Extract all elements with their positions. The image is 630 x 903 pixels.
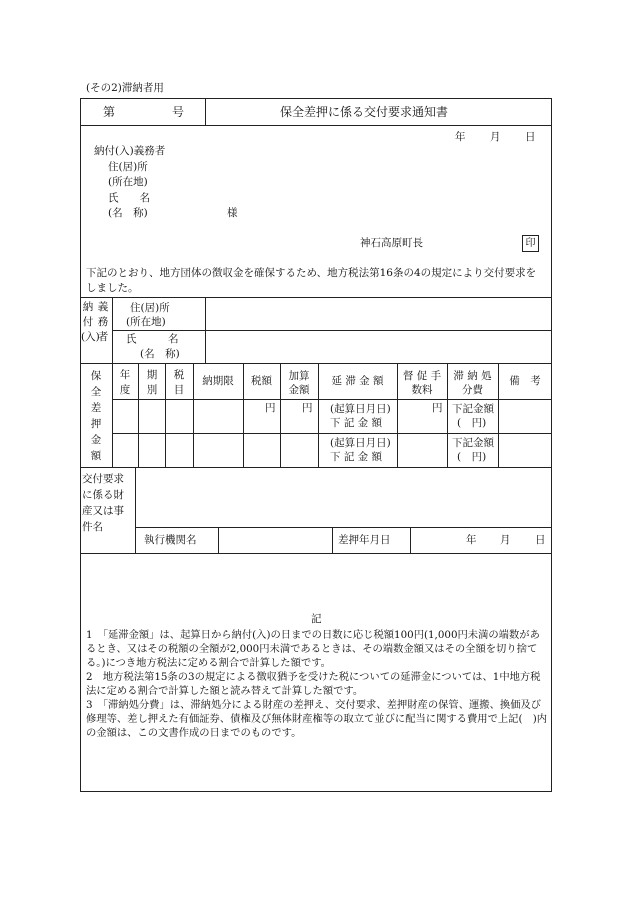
header-period: 期別 bbox=[146, 369, 158, 396]
header-tax-amount: 税額 bbox=[251, 375, 272, 387]
divider bbox=[112, 330, 552, 331]
seal-mark: 印 bbox=[522, 235, 539, 252]
header-delinquency: 延 滞 金 額 bbox=[331, 375, 384, 387]
addressee-honorific: 様 bbox=[227, 207, 238, 219]
property-section-label: 交付要求に係る財産又は事件名 bbox=[82, 473, 124, 533]
header-disposition-fee: 滞 納 処分費 bbox=[453, 370, 492, 396]
divider bbox=[332, 527, 333, 553]
date-day: 日 bbox=[525, 131, 536, 143]
divider bbox=[112, 433, 552, 434]
note-item-2: 2 地方税法第15条の3の規定による徴収猶予を受けた税についての延滞金については、1中地方税法に定める割合で計算した額と読み替えて計算した額です。 bbox=[86, 671, 541, 697]
header-fiscal-year: 年度 bbox=[119, 369, 131, 396]
below-amount: 下 記 金 額 bbox=[330, 451, 383, 463]
intro-text: 下記のとおり、地方団体の徴収金を確保するため、地方税法第16条の4の規定により交付要求をしました。 bbox=[86, 267, 537, 294]
divider bbox=[112, 399, 552, 400]
divider bbox=[218, 527, 219, 553]
addressee-address: 住(居)所 bbox=[108, 161, 148, 173]
obligor-label-left: 納付(入) bbox=[81, 301, 100, 343]
calc-date: (起算日月日) bbox=[330, 437, 391, 449]
number-prefix: 第 bbox=[103, 105, 116, 119]
date-year: 年 bbox=[455, 131, 466, 143]
seizure-year: 年 bbox=[466, 534, 477, 546]
divider bbox=[397, 363, 398, 467]
notes-heading: 記 bbox=[311, 613, 322, 625]
header-tax-item: 税目 bbox=[173, 369, 185, 396]
divider bbox=[80, 553, 552, 554]
divider bbox=[135, 527, 552, 528]
obligor-corp-name: (名 称) bbox=[140, 348, 180, 360]
divider bbox=[80, 125, 552, 126]
header-surcharge: 加算金額 bbox=[288, 370, 310, 396]
header-remarks: 備 考 bbox=[509, 375, 541, 387]
divider bbox=[138, 363, 139, 467]
addressee-location: (所在地) bbox=[108, 176, 148, 188]
divider bbox=[447, 363, 448, 467]
amount-section-label: 保全差押金額 bbox=[90, 370, 102, 462]
seizure-month: 月 bbox=[500, 534, 511, 546]
addressee-name: 氏 名 bbox=[108, 192, 150, 204]
below-amount-fee: 下記金額 bbox=[452, 403, 494, 415]
obligor-location: (所在地) bbox=[126, 316, 166, 328]
divider bbox=[410, 527, 411, 553]
addressee-corp-name: (名 称) bbox=[108, 207, 148, 219]
seizure-day: 日 bbox=[535, 534, 546, 546]
note-item-1: 1 「延滞金額」は、起算日から納付(入)の日までの日数に応じ税額100円(1,000円未満の端数があるとき、又はその税額の全額が2,000円未満であるときは、その端数金額又はその全額を切り捨てる。)につき地方税法に定める割合で計算した額です。 bbox=[86, 629, 540, 669]
tax-amount-unit: 円 bbox=[265, 402, 276, 414]
divider bbox=[280, 363, 281, 467]
seizure-date-label: 差押年月日 bbox=[338, 534, 391, 546]
header-dunning-fee: 督 促 手数料 bbox=[402, 370, 442, 396]
obligor-address: 住(居)所 bbox=[130, 302, 170, 314]
divider bbox=[205, 98, 206, 125]
below-amount-fee: 下記金額 bbox=[452, 437, 494, 449]
dunning-fee-unit: 円 bbox=[432, 402, 443, 414]
divider bbox=[135, 467, 136, 553]
fee-paren-yen: ( 円) bbox=[457, 451, 487, 463]
calc-date: (起算日月日) bbox=[330, 403, 391, 415]
divider bbox=[80, 467, 552, 468]
addressee-role: 納付(入)義務者 bbox=[94, 145, 166, 157]
surcharge-unit: 円 bbox=[302, 402, 313, 414]
obligor-name: 氏 名 bbox=[126, 333, 179, 345]
header-due-date: 納期限 bbox=[202, 375, 234, 387]
form-label: (その2)滞納者用 bbox=[86, 82, 164, 94]
form-title: 保全差押に係る交付要求通知書 bbox=[280, 105, 449, 119]
divider bbox=[112, 363, 113, 467]
number-suffix: 号 bbox=[172, 105, 185, 119]
divider bbox=[80, 363, 552, 364]
divider bbox=[80, 297, 552, 298]
date-month: 月 bbox=[490, 131, 501, 143]
issuer-name: 神石高原町長 bbox=[360, 237, 423, 249]
below-amount: 下 記 金 額 bbox=[330, 417, 383, 429]
divider bbox=[165, 363, 166, 467]
note-item-3: 3 「滞納処分費」は、滞納処分による財産の差押え、交付要求、差押財産の保管、運搬、換価及び修理等、差し押えた有価証券、債権及び無体財産権等の取立て並びに配当に関する費用で上記( )内の金額は、この文書作成の日までのものです。 bbox=[86, 699, 548, 739]
executing-agency-label: 執行機関名 bbox=[144, 534, 197, 546]
fee-paren-yen: ( 円) bbox=[457, 417, 487, 429]
obligor-label-right: 義務者 bbox=[97, 301, 109, 343]
